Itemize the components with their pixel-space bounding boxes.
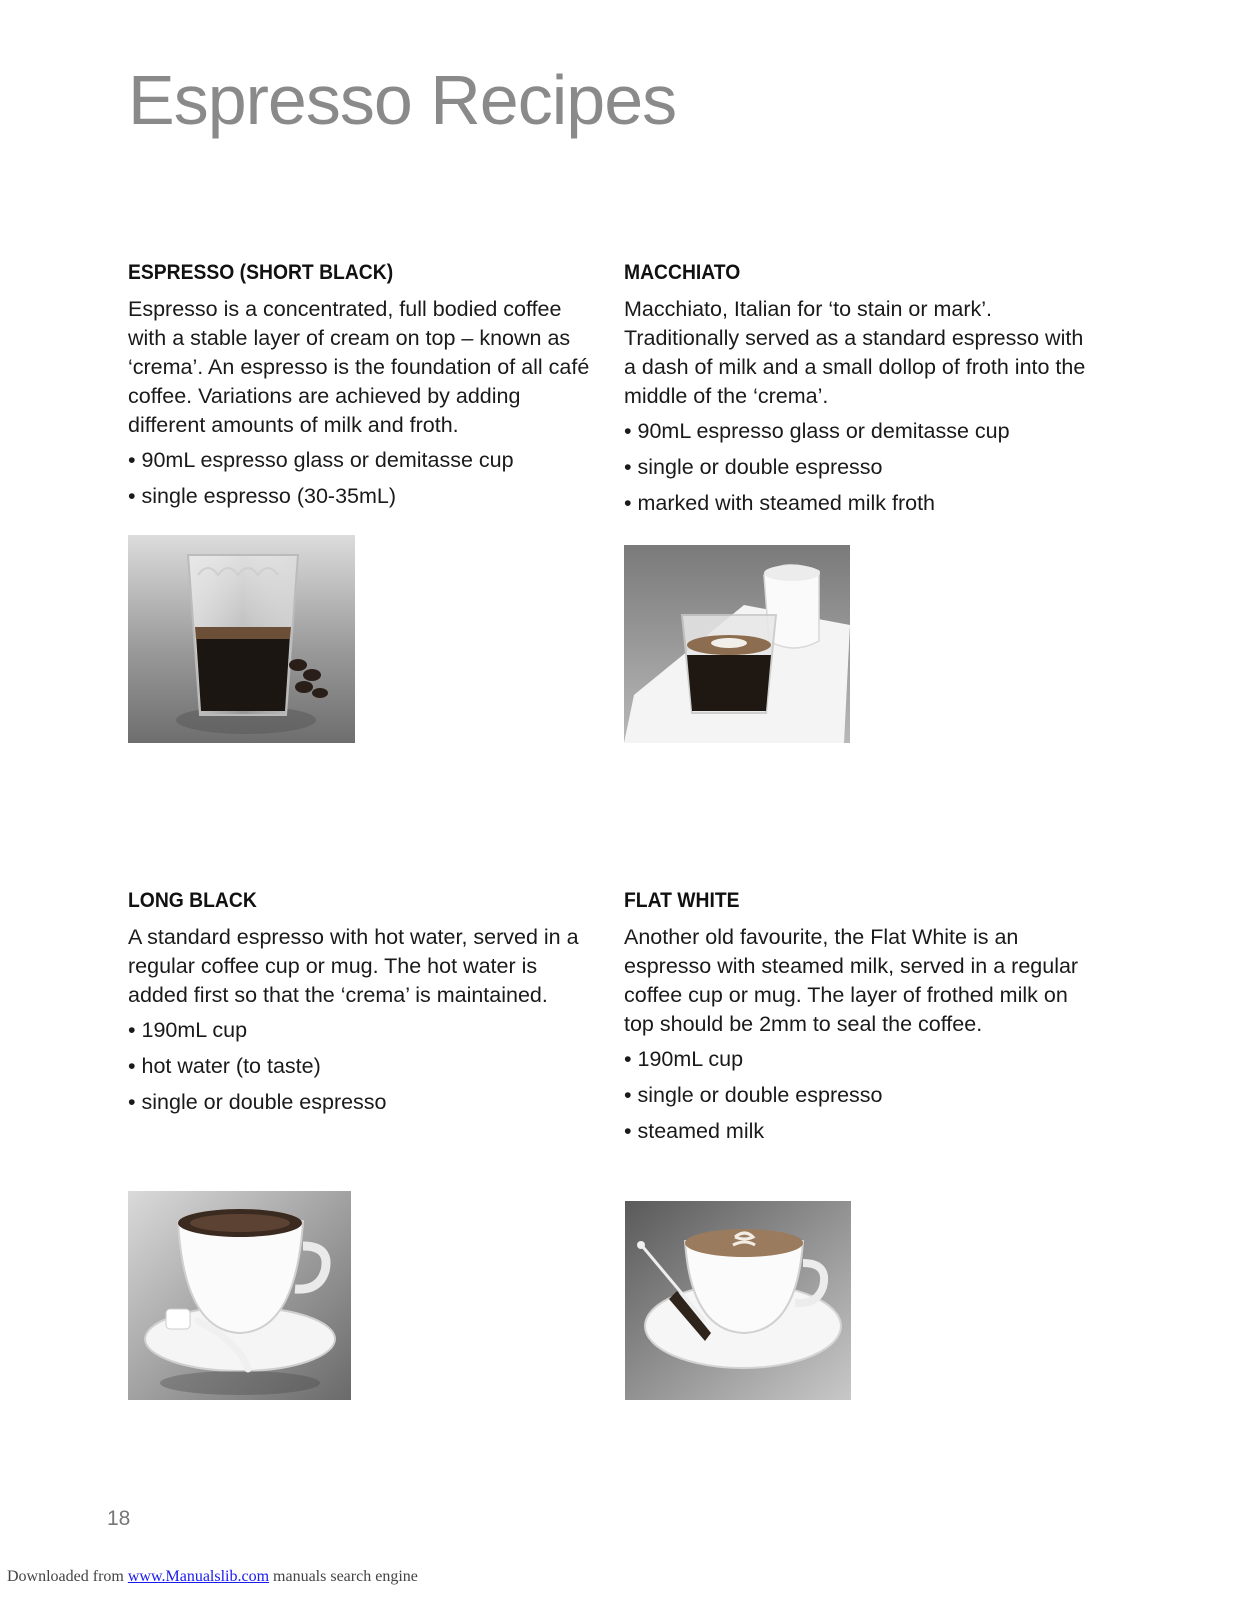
recipe-espresso — [128, 260, 598, 518]
recipe-item: • 190mL cup — [128, 1018, 248, 1043]
recipe-item: • single or double espresso — [128, 1090, 387, 1115]
page-number: 18 — [107, 1507, 131, 1530]
long-black-photo — [128, 1191, 351, 1400]
recipe-flat-white — [624, 888, 1094, 1153]
recipe-items — [624, 1045, 1094, 1146]
macchiato-photo — [624, 545, 850, 743]
recipe-item: • single or double espresso — [624, 455, 883, 480]
flat-white-photo — [625, 1201, 851, 1400]
recipe-heading: MACCHIATO — [624, 261, 741, 284]
recipe-description: A standard espresso with hot water, served in a regular coffee cup or mug. The hot water is added first so that the ‘crema’ is maintained. — [128, 925, 579, 1008]
espresso-photo — [128, 535, 355, 743]
page-title: Espresso Recipes — [128, 61, 677, 139]
recipe-item: • single espresso (30-35mL) — [128, 484, 397, 509]
footer-suffix: manuals search engine — [269, 1568, 418, 1585]
recipe-long-black — [128, 888, 598, 1124]
recipe-item: • steamed milk — [624, 1119, 765, 1144]
recipe-item: • single or double espresso — [624, 1083, 883, 1108]
recipe-description: Espresso is a concentrated, full bodied coffee with a stable layer of cream on top – known as ‘crema’. An espresso is the foundation of all café coffee. Variations are achieved by adding different amounts of milk and froth. — [128, 297, 590, 438]
recipe-item: • 90mL espresso glass or demitasse cup — [624, 419, 1010, 444]
recipe-heading: FLAT WHITE — [624, 889, 740, 912]
recipe-item: • hot water (to taste) — [128, 1054, 321, 1079]
recipe-items — [624, 417, 1094, 518]
footer-prefix: Downloaded from — [7, 1568, 128, 1585]
download-footer — [7, 1568, 418, 1586]
recipe-item: • 90mL espresso glass or demitasse cup — [128, 448, 514, 473]
recipe-description: Macchiato, Italian for ‘to stain or mark’. Traditionally served as a standard espresso with a dash of milk and a small dollop of froth into the middle of the ‘crema’. — [624, 297, 1086, 409]
recipe-heading: LONG BLACK — [128, 889, 257, 912]
recipe-macchiato — [624, 260, 1094, 525]
recipe-items — [128, 446, 598, 511]
manualslib-link[interactable]: www.Manualslib.com — [127, 1568, 270, 1585]
recipe-items — [128, 1016, 598, 1117]
recipe-item: • marked with steamed milk froth — [624, 491, 936, 516]
recipe-description: Another old favourite, the Flat White is an espresso with steamed milk, served in a regular coffee cup or mug. The layer of frothed milk on top should be 2mm to seal the coffee. — [624, 925, 1079, 1037]
recipe-item: • 190mL cup — [624, 1047, 744, 1072]
recipe-heading: ESPRESSO (SHORT BLACK) — [128, 261, 394, 284]
